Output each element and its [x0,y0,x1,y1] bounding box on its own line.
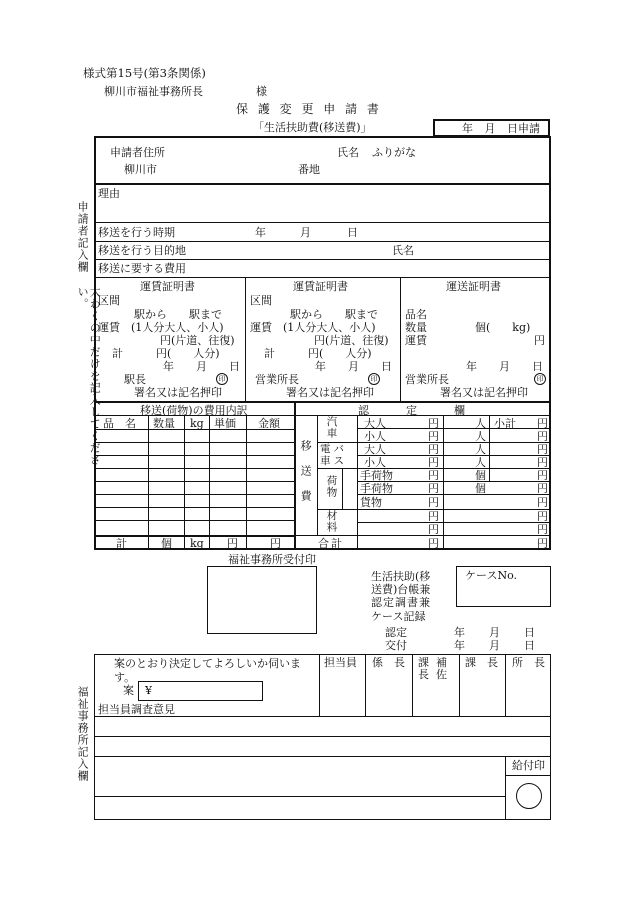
approval-hand-luggage-1: 手荷物 [360,469,393,482]
freight-header-item: 品 名 [103,417,136,430]
cert3-pieces: 個( kg) [475,321,531,334]
ledger-line-2: 送費)台帳兼 [371,583,431,597]
role-caseworker: 担当員 [324,656,357,669]
approval-bus-adult: 大人 [364,443,386,456]
cert3-seal-icon: 印 [534,373,546,385]
delivery-label: 交付 [385,639,407,652]
approval-sub-yen-4: 円 [537,456,548,469]
approval-subtotal-label: 小計 [494,417,516,430]
approval-yen-7: 円 [428,496,439,509]
city-name: 柳川市 [124,163,157,176]
cert1-date: 年 月 日 [163,360,240,373]
receipt-stamp-box [207,566,317,634]
approval-sub-yen-8: 円 [537,510,548,523]
cert2-from-to: 駅から 駅まで [290,308,378,321]
approval-sub-yen-10: 円 [537,537,548,550]
name-label: 氏名 [337,146,359,159]
applicant-section-label: 申請者記入欄 [76,201,90,273]
cert1-sign-note: 署名又は記名押印 [134,386,222,399]
cert2-sign-note: 署名又は記名押印 [286,386,374,399]
cert1-from-to: 駅から 駅まで [134,308,222,321]
cert3-signer: 営業所長 [405,373,449,386]
cert1-yen-trip: 円(片道、往復) [160,334,235,347]
approval-sub-yen-9: 円 [537,523,548,536]
approval-luggage-label: 荷物 [325,475,338,498]
cert2-signer: 営業所長 [255,373,299,386]
ledger-line-4: ケース記録 [371,609,426,623]
period-year[interactable]: 年 [255,226,266,239]
approval-yen-4: 円 [428,456,439,469]
approval-piece-2: 個 [475,482,486,495]
cert3-date: 年 月 日 [466,360,543,373]
cost-label: 移送に要する費用 [98,262,186,275]
cert2-fare: 運賃 (1人分大人、小人) [250,321,376,334]
freight-header-amount: 金額 [258,417,280,430]
freight-total-pieces: 個 [161,537,172,550]
approval-yen-3: 円 [428,443,439,456]
delivery-year[interactable]: 年 [454,639,465,652]
approval-yen-1: 円 [428,417,439,430]
period-day[interactable]: 日 [347,226,358,239]
yen-mark: ¥ [145,684,152,697]
cert2-section: 区間 [250,294,272,307]
freight-total-kg: kg [190,537,204,550]
plan-label: 案 [123,684,134,697]
cert2-date: 年 月 日 [315,360,392,373]
destination-name-label: 氏名 [392,244,414,257]
approval-sub-yen-6: 円 [537,482,548,495]
receipt-stamp-label: 福祉事務所受付印 [228,553,316,566]
approval-hand-luggage-2: 手荷物 [360,482,393,495]
role-section-head: 課 長 [465,656,498,669]
cert1-signer: 駅長 [124,373,146,386]
form-subtitle: 「生活扶助費(移送費)」 [253,121,372,134]
recognition-month[interactable]: 月 [489,626,500,639]
cert1-total: 計 円( 人分) [112,347,220,360]
honorific: 様 [256,85,267,98]
period-month[interactable]: 月 [300,226,311,239]
approval-person-1: 人 [475,417,486,430]
recognition-year[interactable]: 年 [454,626,465,639]
payment-seal-label: 給付印 [512,759,545,772]
case-no-label: ケースNo. [465,569,518,582]
approval-sub-yen-5: 円 [537,469,548,482]
cert3-item: 品名 [405,308,427,321]
approval-car-child: 小人 [364,430,386,443]
approval-person-2: 人 [475,430,486,443]
approval-sub-yen-3: 円 [537,443,548,456]
delivery-day[interactable]: 日 [524,639,535,652]
approval-total-label: 合計 [318,537,344,550]
freight-total-yen: 円 [227,537,238,550]
period-label: 移送を行う時期 [98,226,175,239]
payment-seal-circle-icon [516,783,542,809]
cert3-qty: 数量 [405,321,427,334]
office-section-label: 福祉事務所記入欄 [76,686,90,782]
cert1-fare: 運賃 (1人分大人、小人) [98,321,224,334]
role-deputy: 課補長佐 [418,656,454,682]
approval-yen-2: 円 [428,430,439,443]
freight-total-label: 計 [116,537,127,550]
cert1-section: 区間 [98,294,120,307]
cert3-title: 運送証明書 [446,280,501,293]
approval-car-adult: 大人 [364,417,386,430]
freight-header-qty: 数量 [153,417,175,430]
freight-header-kg: kg [190,417,204,430]
opinion-label: 担当員調査意見 [98,703,175,716]
freight-total-yen2: 円 [270,537,281,550]
cert2-title: 運賃証明書 [293,280,348,293]
cert2-total: 計 円( 人分) [264,347,372,360]
role-director: 所 長 [512,656,545,669]
approval-car-label: 汽車 [325,416,338,439]
delivery-month[interactable]: 月 [489,639,500,652]
approval-bus-child: 小人 [364,456,386,469]
banchi-label: 番地 [298,163,320,176]
approval-piece-1: 個 [475,469,486,482]
ledger-line-1: 生活扶助(移 [371,570,431,583]
ledger-label [371,570,431,623]
approval-person-3: 人 [475,443,486,456]
ledger-line-3: 認定調書兼 [371,596,431,610]
approval-yen-9: 円 [428,523,439,536]
destination-label: 移送を行う目的地 [98,244,186,257]
approval-title: 認 定 欄 [358,404,466,417]
approval-sub-yen-2: 円 [537,430,548,443]
freight-header-unit-price: 単価 [214,417,236,430]
cert1-title: 運賃証明書 [140,280,195,293]
approval-bus-label: 電バ車ス [320,443,347,467]
apply-date[interactable]: 年 月 日申請 [462,122,540,135]
freight-title: 移送(荷物)の費用内訳 [140,404,248,417]
plan-amount-field[interactable] [138,681,263,701]
approval-person-4: 人 [475,456,486,469]
approval-yen-10: 円 [428,537,439,550]
cert3-fare: 運賃 [405,334,427,347]
approval-cargo: 貨物 [360,496,382,509]
approval-sub-yen-1: 円 [537,417,548,430]
furigana-label: ふりがな [372,146,416,159]
approval-yen-5: 円 [428,469,439,482]
form-number: 様式第15号(第3条関係) [83,66,206,80]
approval-yen-8: 円 [428,510,439,523]
approval-sub-yen-7: 円 [537,496,548,509]
cert2-seal-icon: 印 [368,373,380,385]
form-title: 保 護 変 更 申 請 書 [236,102,382,116]
proposal-text: 案のとおり決定してよろしいか伺います。 [114,657,301,685]
addressee: 柳川市福祉事務所長 [104,85,203,98]
role-chief: 係 長 [372,656,405,669]
recognition-label: 認定 [385,626,407,639]
reason-label: 理由 [98,187,120,200]
address-label: 申請者住所 [110,146,165,159]
cert3-sign-note: 署名又は記名押印 [440,386,528,399]
cert1-seal-icon: 印 [216,373,228,385]
approval-yen-6: 円 [428,482,439,495]
cert2-yen-trip: 円(片道、往復) [314,334,389,347]
instruction-label: 太わくの中だけを記入してください。 [76,286,102,466]
approval-side-label: 移送費 [299,440,313,515]
cert3-yen: 円 [534,334,545,347]
recognition-day[interactable]: 日 [524,626,535,639]
approval-material-label: 材料 [325,510,338,533]
